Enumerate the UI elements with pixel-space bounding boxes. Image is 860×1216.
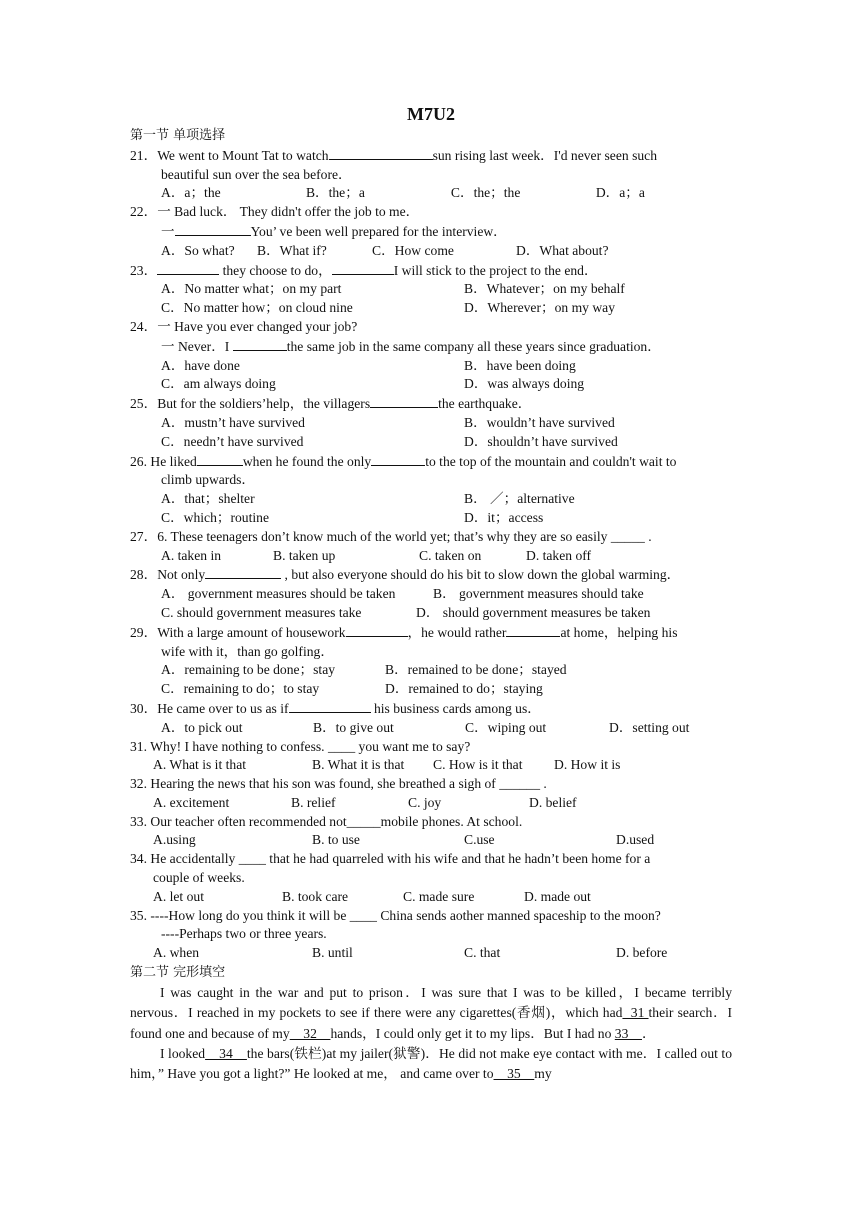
option-b: B. to use [312,832,360,848]
option-d: D． should government measures be taken [416,604,651,620]
options [130,414,732,433]
options [130,242,732,261]
question-30 [130,699,732,738]
option-c: C. taken on [419,547,482,563]
options [130,944,732,963]
cloze-blank-32: 32 [289,1025,331,1041]
options [130,357,732,376]
option-d: D. How it is [554,757,621,773]
answer-blank [157,261,219,275]
answer-blank [175,222,251,236]
answer-blank [289,699,371,713]
question-stem-continued: 一 You’ ve been well prepared for the interview． [161,223,507,239]
option-c: C．remaining to do；to stay [161,681,320,697]
question-stem: 32. Hearing the news that his son was found, she breathed a sigh of ______ . [130,776,547,792]
option-a: A．mustn’t have survived [161,414,305,430]
option-b: B．have been doing [464,357,576,373]
question-stem: 31. Why! I have nothing to confess. ____ you want me to say? [130,738,471,754]
cloze-paragraph-2: I looked 34 the bars(铁栏)at my jailer(狱警)．He did not make eye contact with me．I called out to him，” Have you got a light?” He looked at me， and came over to 35 my [130,1046,732,1082]
section-heading-1: 第一节 单项选择 [130,128,226,143]
question-26 [130,452,732,528]
options [130,719,732,738]
options [130,490,732,509]
question-25 [130,394,732,451]
option-d: D．Wherever；on my way [464,300,615,316]
option-c: C.use [464,832,495,848]
page-title: M7U2 [407,104,455,124]
option-c: C. made sure [403,888,475,904]
option-b: B．remained to be done；stayed [385,662,567,678]
option-b: B. relief [291,794,336,810]
option-c: C. should government measures take [161,604,362,620]
options [130,831,732,850]
question-33 [130,813,732,851]
question-stem: 23． they choose to do， I will stick to the project to the end． [130,262,598,278]
question-stem: 29．With a large amount of housework ，he would rather at home，helping his [130,624,678,640]
option-b: B．What if? [257,242,327,258]
options [130,280,732,299]
option-d: D．was always doing [464,376,585,392]
question-24 [130,318,732,394]
question-stem-continued: wife with it，than go golfing． [161,643,334,659]
answer-blank [346,623,408,637]
options [130,585,732,604]
option-c: C．No matter how；on cloud nine [161,300,353,316]
question-31 [130,738,732,776]
option-a: A．No matter what；on my part [161,281,342,297]
question-34 [130,850,732,906]
option-b: B. What it is that [312,757,405,773]
options [130,299,732,318]
option-c: C. that [464,945,501,961]
options [130,433,732,452]
option-b: B．wouldn’t have survived [464,414,615,430]
option-b: B. until [312,945,353,961]
options [130,756,732,775]
answer-blank [332,261,394,275]
question-35 [130,907,732,963]
option-b: B． ／；alternative [464,491,575,507]
answer-blank [371,452,425,466]
section-heading-2: 第二节 完形填空 [130,965,226,981]
option-d: D．setting out [609,719,690,735]
answer-blank [205,565,281,579]
answer-blank [506,623,560,637]
option-b: B. taken up [273,547,336,563]
option-d: D.used [616,832,655,848]
options [130,888,732,907]
option-d: D．it；access [464,509,544,525]
option-d: D. before [616,945,668,961]
option-b: B．Whatever；on my behalf [464,281,625,297]
options [130,375,732,394]
question-stem: 22．一 Bad luck． They didn't offer the job to me． [130,204,420,220]
options [130,604,732,623]
option-a: A．remaining to be done；stay [161,662,336,678]
option-a: A. What is it that [153,757,247,773]
cloze-blank-35: 35 [493,1066,535,1082]
question-stem: 33. Our teacher often recommended not_____mobile phones. At school. [130,813,523,829]
option-d: D．remained to do；staying [385,681,543,697]
option-a: A. when [153,945,200,961]
question-27 [130,528,732,566]
question-stem: 24．一 Have you ever changed your job? [130,318,358,334]
question-stem-continued: couple of weeks. [153,870,245,886]
option-c: C. How is it that [433,757,523,773]
option-d: D．a；a [595,185,645,201]
option-a: A．have done [161,357,240,373]
option-d: D. taken off [526,547,592,563]
question-stem: 27．6. These teenagers don’t know much of the world yet; that’s why they are so easily _____ . [130,528,652,544]
question-stem-continued: 一 Never．I the same job in the same company all these years since graduation． [161,338,661,354]
answer-blank [233,337,287,351]
answer-blank [329,146,433,160]
option-d: D．What about? [516,242,609,258]
question-23 [130,261,732,318]
option-a: A. let out [153,888,204,904]
question-stem-continued: ----Perhaps two or three years. [161,926,327,942]
question-stem: 28．Not only , but also everyone should do his bit to slow down the global warming． [130,567,681,583]
option-c: C．needn’t have survived [161,433,304,449]
answer-blank [197,452,243,466]
question-stem: 21．We went to Mount Tat to watch sun rising last week．I'd never seen such [130,147,657,163]
option-a: A. excitement [153,794,230,810]
option-b: B． government measures should take [433,586,644,602]
question-stem-continued: beautiful sun over the sea before． [161,166,352,182]
option-b: B．to give out [313,719,394,735]
question-stem: 35. ----How long do you think it will be ____ China sends aother manned spaceship to the moon? [130,907,661,923]
question-29 [130,623,732,699]
options [130,680,732,699]
option-a: A．to pick out [161,719,243,735]
question-stem: 34. He accidentally ____ that he had quarreled with his wife and that he hadn’t been home for a [130,851,651,867]
question-22 [130,203,732,260]
option-c: C．wiping out [465,719,547,735]
question-stem: 25．But for the soldiers’help，the villagers the earthquake． [130,396,532,412]
question-stem-continued: climb upwards． [161,472,256,488]
option-b: B. took care [282,888,349,904]
answer-blank [370,394,438,408]
cloze-paragraph-1: I was caught in the war and put to prison．I was sure that I was to be killed，I became terribly nervous．I reached in my pockets to see if there were any cigarettes(香烟)，which had 31 their search．I found one and because of my 32 hands，I could only get it to my lips．But I had no 33 ． [130,984,732,1041]
cloze-blank-31: 31 [622,1005,649,1021]
option-c: C．am always doing [161,376,276,392]
option-c: C. joy [408,794,442,810]
question-21 [130,146,732,203]
option-a: A. taken in [161,547,222,563]
option-a: A.using [153,832,196,848]
option-b: B．the；a [305,185,365,201]
question-32 [130,775,732,813]
options [130,509,732,528]
options [130,184,732,203]
options [130,794,732,813]
question-stem: 26. He liked when he found the only to the top of the mountain and couldn't wait to [130,453,677,469]
option-d: D．shouldn’t have survived [464,433,618,449]
option-a: A．that；shelter [161,491,255,507]
option-c: C．which；routine [161,509,269,525]
cloze-blank-34: 34 [205,1046,247,1062]
option-a: A． government measures should be taken [161,586,396,602]
option-d: D. made out [524,888,591,904]
option-a: A．So what? [161,242,235,258]
cloze-blank-33: 33 [614,1025,642,1041]
option-d: D. belief [529,794,577,810]
option-a: A．a；the [161,185,221,201]
worksheet [130,102,732,1085]
option-c: C．the；the [450,185,521,201]
question-28 [130,565,732,622]
option-c: C．How come [372,242,454,258]
question-stem: 30．He came over to us as if his business cards among us． [130,700,541,716]
options [130,547,732,566]
options [130,661,732,680]
